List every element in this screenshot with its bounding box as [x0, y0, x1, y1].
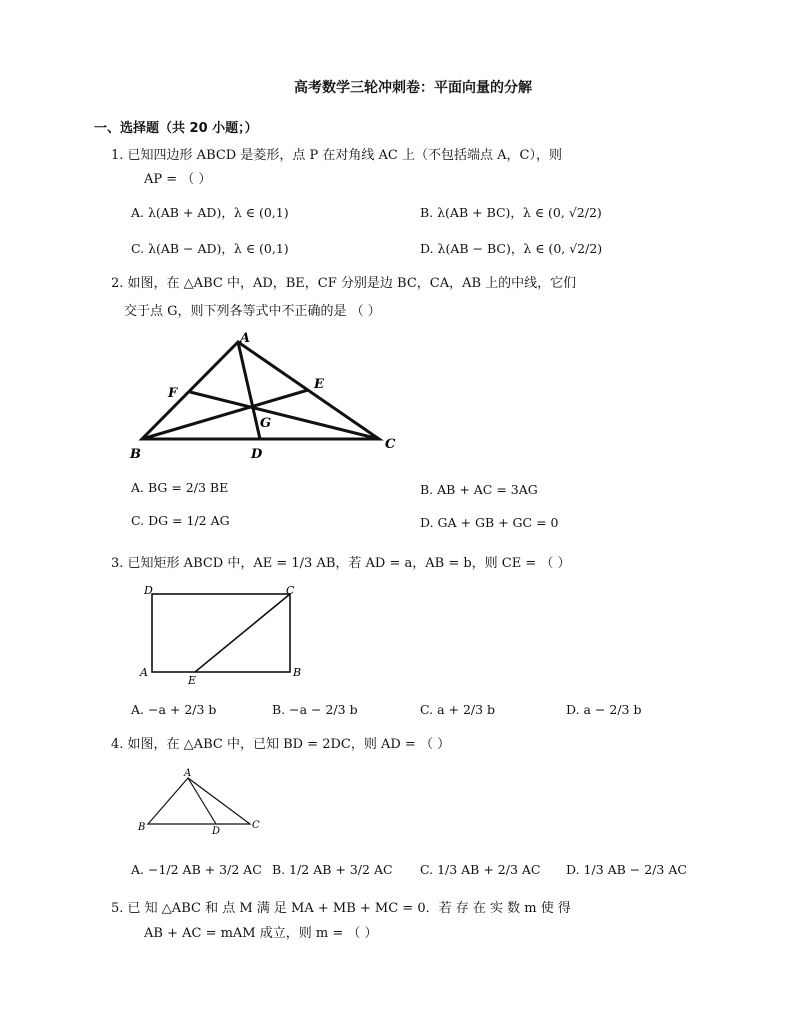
question-4: [111, 733, 450, 752]
figure-label: D: [251, 447, 263, 462]
figure-label: C: [385, 437, 396, 452]
figure-label: A: [240, 331, 251, 346]
question-1: [111, 144, 562, 163]
question-number: 1.: [111, 148, 124, 163]
q3-option-d[interactable]: D. a − 2/3 b: [566, 702, 642, 717]
q3-option-b[interactable]: B. −a − 2/3 b: [272, 702, 358, 717]
figure-label: F: [168, 386, 178, 401]
figure-label: E: [188, 674, 197, 687]
q2-option-b[interactable]: B. AB + AC = 3AG: [420, 482, 538, 497]
question-number: 4.: [111, 737, 124, 752]
figure-label: E: [314, 377, 324, 392]
figure-label: D: [212, 826, 221, 837]
figure-label: A: [184, 768, 192, 779]
figure-label: A: [140, 666, 148, 679]
page-title: 高考数学三轮冲刺卷：平面向量的分解: [294, 80, 532, 96]
question-5: [111, 897, 571, 916]
question-number: 5.: [111, 901, 124, 916]
figure-label: B: [130, 447, 141, 462]
q4-option-a[interactable]: A. −1/2 AB + 3/2 AC: [131, 862, 262, 877]
q3-option-a[interactable]: A. −a + 2/3 b: [131, 702, 217, 717]
question-2: [111, 272, 576, 291]
question-5-line2: AB + AC = mAM 成立，则 m = （ ）: [144, 926, 378, 941]
figure-label: C: [286, 584, 295, 597]
q2-option-c[interactable]: C. DG = 1/2 AG: [131, 513, 230, 528]
figure-label: B: [138, 822, 146, 833]
question-text: 如图，在 △ABC 中，已知 BD = 2DC，则 AD = （ ）: [127, 737, 451, 752]
triangle-medians-figure: [128, 330, 408, 465]
q1-option-a[interactable]: A. λ(AB + AD)，λ ∈ (0,1): [131, 205, 289, 220]
triangle-figure: [136, 764, 266, 838]
q1-option-c[interactable]: C. λ(AB − AD)，λ ∈ (0,1): [131, 241, 289, 256]
q3-option-c[interactable]: C. a + 2/3 b: [420, 702, 496, 717]
q1-option-b[interactable]: B. λ(AB + BC)，λ ∈ (0, √2/2): [420, 205, 602, 220]
question-number: 2.: [111, 276, 124, 291]
figure-label: D: [144, 584, 153, 597]
figure-label: B: [293, 666, 302, 679]
figure-label: C: [252, 820, 260, 831]
question-2-line2: 交于点 G，则下列各等式中不正确的是 （ ）: [124, 304, 381, 319]
question-1-line2: AP = （ ）: [144, 172, 212, 187]
question-text: 已 知 △ABC 和 点 M 满 足 MA + MB + MC = 0．若 存 在 实 数 m 使 得: [127, 901, 571, 916]
question-text: 已知矩形 ABCD 中，AE = 1/3 AB，若 AD = a，AB = b，则 CE = （ ）: [127, 556, 571, 571]
figure-label: G: [260, 416, 272, 431]
q2-option-d[interactable]: D. GA + GB + GC = 0: [420, 515, 559, 530]
rectangle-figure: [138, 582, 308, 690]
question-text: 如图，在 △ABC 中，AD，BE，CF 分别是边 BC，CA，AB 上的中线，它们: [127, 276, 577, 291]
question-3: [111, 552, 571, 571]
q1-option-d[interactable]: D. λ(AB − BC)，λ ∈ (0, √2/2): [420, 241, 603, 256]
q4-option-d[interactable]: D. 1/3 AB − 2/3 AC: [566, 862, 687, 877]
question-text: 已知四边形 ABCD 是菱形，点 P 在对角线 AC 上（不包括端点 A，C），则: [127, 148, 562, 163]
question-number: 3.: [111, 556, 124, 571]
q2-option-a[interactable]: A. BG = 2/3 BE: [131, 480, 229, 495]
q4-option-c[interactable]: C. 1/3 AB + 2/3 AC: [420, 862, 541, 877]
section-heading: 一、选择题（共 20 小题；）: [94, 121, 258, 136]
q4-option-b[interactable]: B. 1/2 AB + 3/2 AC: [272, 862, 393, 877]
